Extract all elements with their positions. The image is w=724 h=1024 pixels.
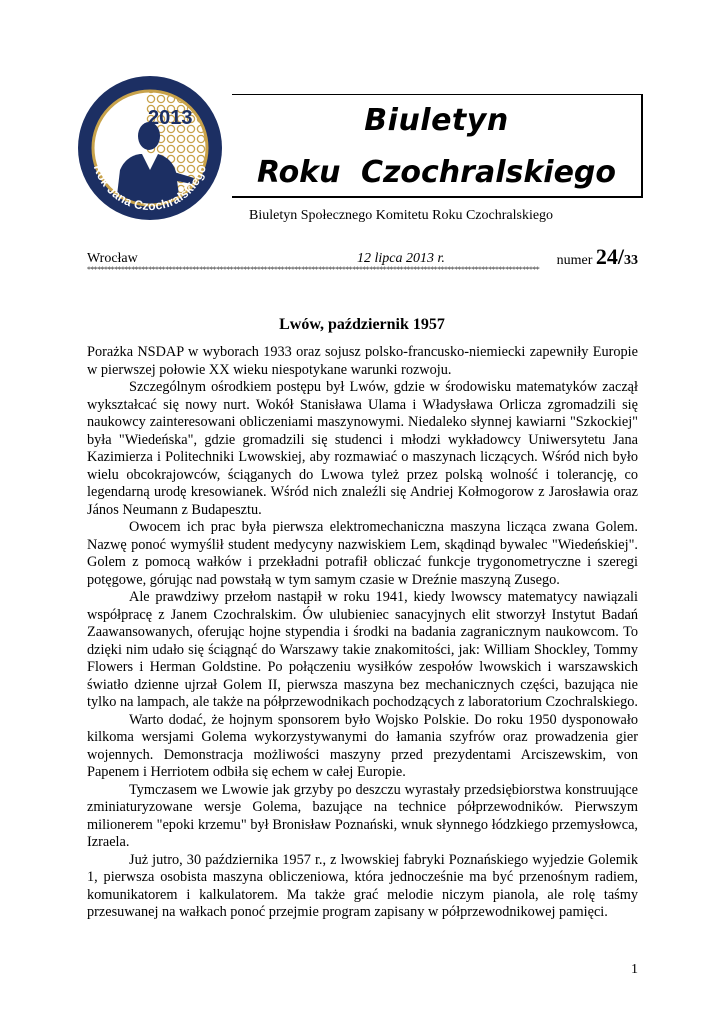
newsletter-title-line1: Biuletyn bbox=[364, 103, 509, 138]
newsletter-title-box bbox=[232, 94, 643, 198]
article-paragraph: Warto dodać, że hojnym sponsorem było Wojsko Polskie. Do roku 1950 dysponowało kilkoma wersjami Golema wykorzystywanymi do łamania szyfrów oraz prowadzenia gier wojennych. Demonstracja możliwości maszyny przed prezydentami Arciszewskim, von Papenem i Herriotem odbiła się echem w całej Europie. bbox=[87, 711, 638, 780]
article-paragraph: Już jutro, 30 października 1957 r., z lwowskiej fabryki Poznańskiego wyjedzie Golemik 1, pierwsza osobista maszyna obliczeniowa, która jednocześnie ma być przenośnym radiem, komunikatorem i kalkulatorem. Ma także grać melodie niczym pianola, ale rolę taśmy przesuwanej na wałkach ponoć przejmie program zapisany w półprzewodnikowej pamięci. bbox=[87, 851, 638, 920]
article-title: Lwów, październik 1957 bbox=[279, 316, 445, 333]
event-logo-graphic bbox=[76, 74, 224, 222]
header-separator: ************************************************************************************************************************************* bbox=[87, 266, 540, 274]
newsletter-subtitle: Biuletyn Społecznego Komitetu Roku Czochralskiego bbox=[249, 208, 554, 223]
issue-city: Wrocław bbox=[87, 251, 138, 266]
article-paragraph: Tymczasem we Lwowie jak grzyby po deszczu wyrastały przedsiębiorstwa konstruujące zminiaturyzowane wersje Golema, bazujące na technice półprzewodników. Pierwszym milionerem "epoki krzemu" był Bronisław Poznański, wnuk słynnego łódzkiego przemysłowca, Izraela. bbox=[87, 781, 638, 850]
newsletter-title-line2: Roku Czochralskiego bbox=[256, 155, 617, 190]
article-paragraph: Szczególnym ośrodkiem postępu był Lwów, gdzie w środowisku matematyków zaczął wykształcać się nowy nurt. Wokół Stanisława Ulama i Władysława Orlicza zgromadzili się naukowcy zainteresowani obliczeniami maszynowymi. Niedaleko słynnej kawiarni "Szkockiej" była "Wiedeńska", gdzie gromadzili się studenci i młodzi wykładowcy Uniwersytetu Jana Kazimierza i Politechniki Lwowskiej, aby rozmawiać o maszynach liczących. Wśród nich było wielu obcokrajowców, ściąganych do Lwowa tyleż przez polską wolność i tolerancję, co legendarną urodę kresowianek. Wśród nich znaleźli się Andriej Kołmogorow z Jarosławia oraz János Neumann z Budapesztu. bbox=[87, 379, 638, 518]
article-body bbox=[87, 344, 638, 922]
issue-number-label: numer bbox=[556, 253, 593, 268]
article-paragraph: Owocem ich prac była pierwsza elektromechaniczna maszyna licząca zwana Golem. Nazwę ponoć wymyślił student medycyny nazwiskiem Lem, skądinąd bywalec "Wiedeńskiej". Golem z pomocą wałków i przekładni potrafił obliczać funkcje trygonometryczne i szeregi potęgowe, górując nad powstałą w tym samym czasie w Dreźnie maszyną Zusego. bbox=[87, 519, 638, 588]
event-logo bbox=[76, 74, 224, 222]
issue-date: 12 lipca 2013 r. bbox=[357, 251, 445, 266]
page-number: 1 bbox=[631, 962, 638, 977]
logo-year: 2013 bbox=[148, 107, 193, 129]
issue-number-value: 24/ bbox=[595, 244, 624, 269]
issue-number-total: 33 bbox=[624, 253, 638, 268]
article-paragraph: Ale prawdziwy przełom nastąpił w roku 1941, kiedy lwowscy matematycy nawiązali współpracę z Janem Czochralskim. Ów ulubieniec sanacyjnych elit stworzył Instytut Badań Zaawansowanych, oferując hojne stypendia i środki na badania zagranicznym naukowcom. To dzięki nim udało się ściągnąć do Warszawy takie znakomitości, jak: William Shockley, Tommy Flowers i Herman Goldstine. Po połączeniu wysiłków zespołów lwowskich i warszawskich światło dzienne ujrzał Golem II, pierwsza maszyna bez mechanicznych części, bazująca nie tylko na lampach, ale także na półprzewodnikach pochodzących z laboratorium Czochralskiego. bbox=[87, 589, 639, 710]
article-paragraph: Porażka NSDAP w wyborach 1933 oraz sojusz polsko-francusko-niemiecki zapewniły Europie w pierwszej połowie XX wieku niespotykane warunki rozwoju. bbox=[87, 344, 638, 378]
logo-ring-text: Rok Jana Czochralskiego bbox=[90, 162, 210, 214]
